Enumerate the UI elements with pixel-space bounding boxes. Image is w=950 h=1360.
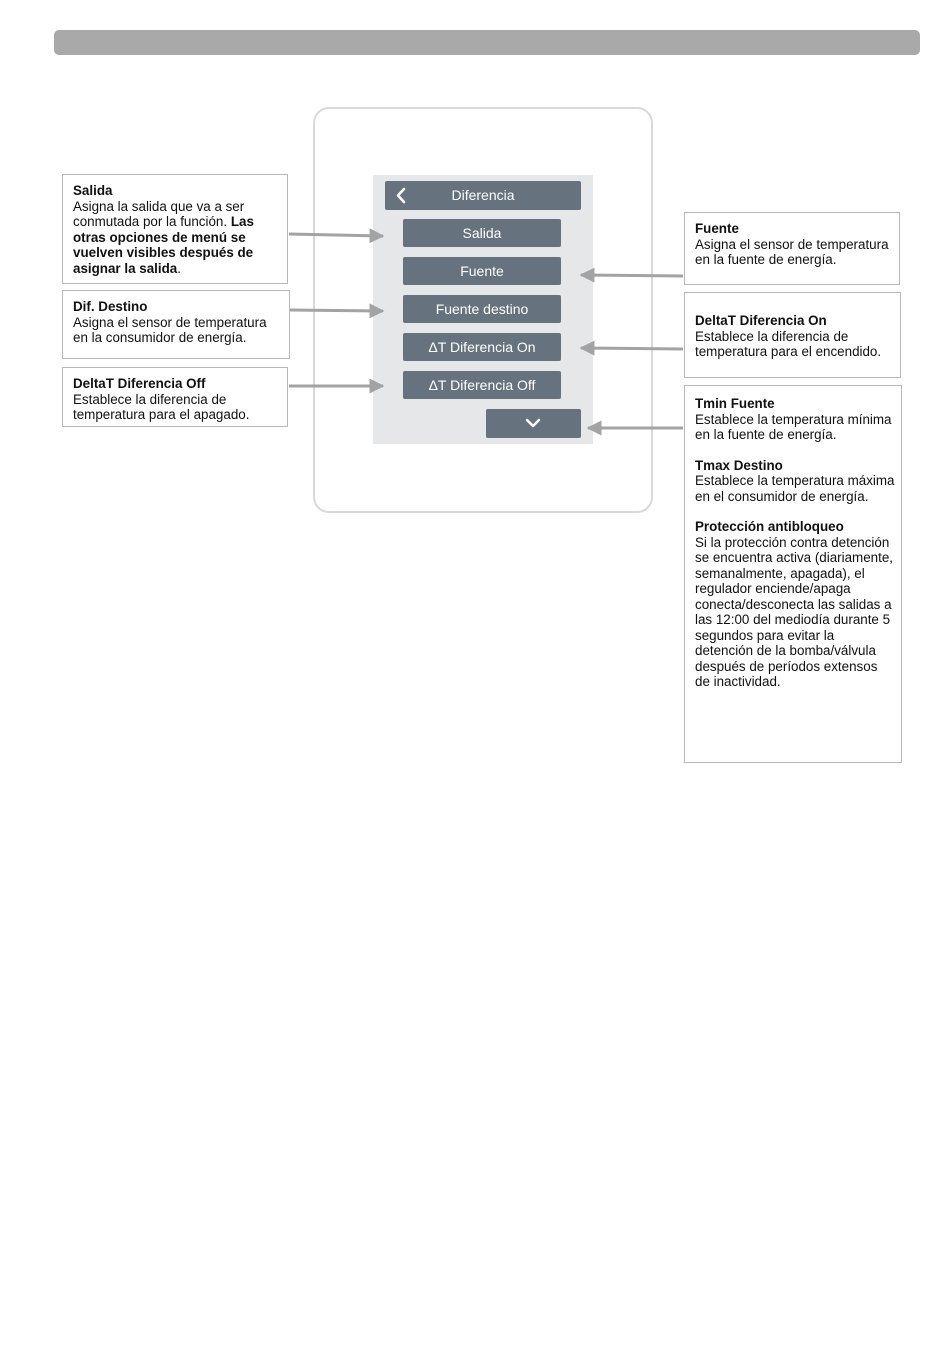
menu-deltat-on-button[interactable]: ΔT Diferencia On [403, 333, 561, 361]
callout-deltat-off-title: DeltaT Diferencia Off [73, 376, 206, 391]
arrow-dif-destino [290, 310, 383, 311]
callout-tmax-title: Tmax Destino [695, 457, 783, 473]
callout-dif-destino-text: Asigna el sensor de temperatura en la consumidor de energía. [73, 314, 267, 345]
callout-deltat-on-title: DeltaT Diferencia On [695, 313, 827, 328]
callout-salida-tail: . [177, 260, 181, 276]
callout-salida-bold-text: Las otras opciones de menú se vuelven visibles después de asignar la salida [73, 214, 254, 276]
callout-salida-text: Asigna la salida que va a ser conmutada por la función. [73, 198, 245, 229]
menu-fuente-destino-button[interactable]: Fuente destino [403, 295, 561, 323]
callout-tmax-text: Establece la temperatura máxima en el consumidor de energía. [695, 473, 895, 504]
callout-tmin-title: Tmin Fuente [695, 396, 775, 411]
callout-tmin-text: Establece la temperatura mínima en la fuente de energía. [695, 411, 892, 442]
arrow-fuente [581, 275, 683, 276]
callout-salida-title: Salida [73, 183, 113, 198]
menu-salida-button[interactable]: Salida [403, 219, 561, 247]
callout-deltat-on-text: Establece la diferencia de temperatura para el encendido. [695, 328, 882, 359]
callout-proteccion-text: Si la protección contra detención se encuentra activa (diariamente, semanalmente, apagada), el regulador enciende/apaga conecta/desconecta las salidas a las 12:00 del mediodía durante 5 segundos para evitar la detención de la bomba/válvula después de períodos extensos de inactividad. [695, 534, 893, 689]
arrow-deltat-on [581, 348, 683, 349]
menu-fuente-button[interactable]: Fuente [403, 257, 561, 285]
arrow-salida [289, 234, 383, 236]
menu-deltat-off-button[interactable]: ΔT Diferencia Off [403, 371, 561, 399]
callout-fuente-title: Fuente [695, 221, 739, 236]
callout-dif-destino-title: Dif. Destino [73, 299, 148, 314]
callout-deltat-off-text: Establece la diferencia de temperatura para el apagado. [73, 391, 250, 422]
header-title: Diferencia [451, 187, 515, 203]
callout-proteccion-title: Protección antibloqueo [695, 519, 844, 534]
callout-fuente-text: Asigna el sensor de temperatura en la fuente de energía. [695, 236, 889, 267]
